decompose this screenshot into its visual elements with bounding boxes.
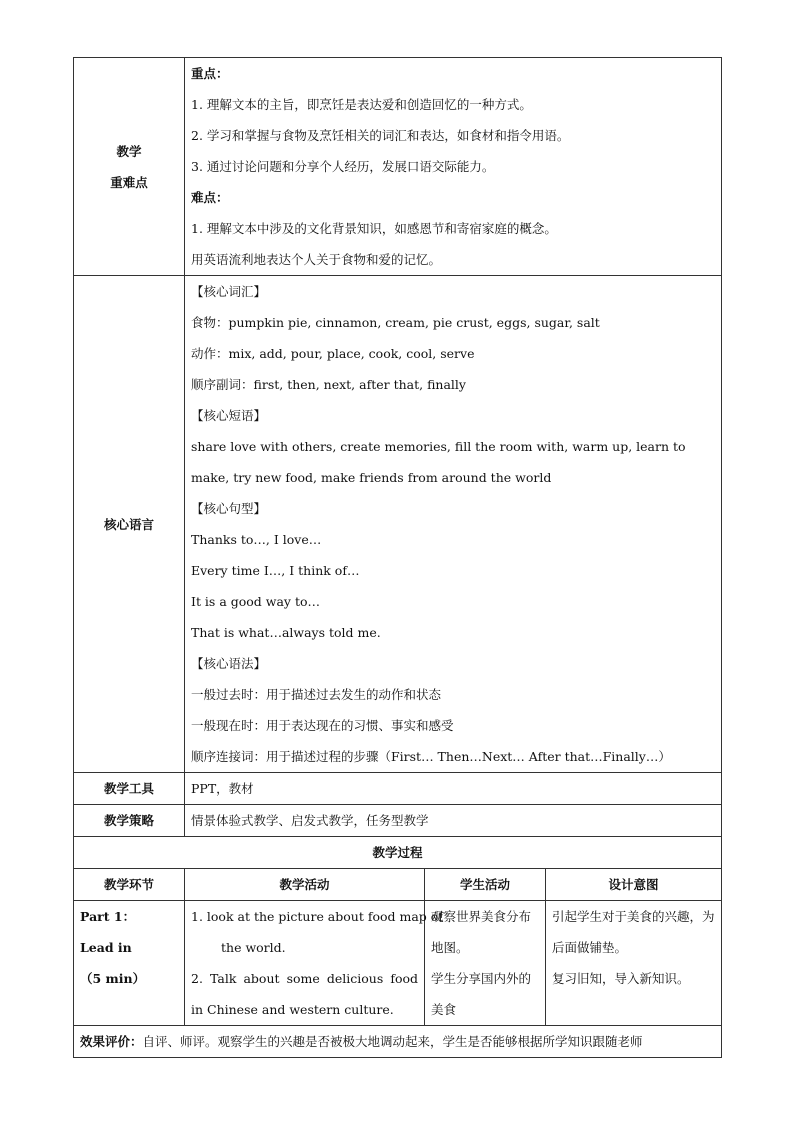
phrase-list: share love with others, create memories, fill the room with, warm up, learn to make, try new food, make friends from around the world [191,439,686,485]
core-language-content [185,276,722,773]
part1-row [74,901,722,1026]
part1-student-activity: 观察世界美食分布地图。 学生分享国内外的美食 [425,901,546,1026]
grammar-heading: 【核心语法】 [191,656,267,671]
grammar-item: 一般过去时：用于描述过去发生的动作和状态 [191,687,442,702]
strategy-label: 教学策略 [74,805,185,837]
evaluation-cell [74,1026,722,1058]
vocab-heading: 【核心词汇】 [191,284,267,299]
grammar-item: 顺序连接词：用于描述过程的步骤（First… Then…Next… After that…Finally…） [191,749,671,764]
vocab-item: 顺序副词：first, then, next, after that, finally [191,377,466,392]
lesson-plan-table [73,57,722,1058]
difficult-point-item: 1. 理解文本中涉及的文化背景知识，如感恩节和寄宿家庭的概念。 [191,221,557,236]
focus-label: 教学 重难点 [74,58,185,276]
pattern-item: That is what…always told me. [191,625,381,640]
phrase-heading: 【核心短语】 [191,408,267,423]
focus-content [185,58,722,276]
evaluation-row [74,1026,722,1058]
part1-stage: Part 1： Lead in （5 min） [74,901,185,1026]
strategy-row [74,805,722,837]
process-title-row [74,837,722,869]
pattern-item: Every time I…, I think of… [191,563,360,578]
vocab-item: 动作：mix, add, pour, place, cook, cool, serve [191,346,475,361]
pattern-item: It is a good way to… [191,594,321,609]
process-title: 教学过程 [74,837,722,869]
evaluation-label: 效果评价： [80,1034,143,1049]
header-student-activity: 学生活动 [425,869,546,901]
key-point-item: 3. 通过讨论问题和分享个人经历，发展口语交际能力。 [191,159,495,174]
process-header-row [74,869,722,901]
tools-value: PPT，教材 [185,773,722,805]
evaluation-text: 自评、师评。观察学生的兴趣是否被极大地调动起来，学生是否能够根据所学知识跟随老师 [142,1034,643,1049]
header-teacher-activity: 教学活动 [185,869,425,901]
key-point-item: 1. 理解文本的主旨，即烹饪是表达爱和创造回忆的一种方式。 [191,97,532,112]
part1-teacher-activity: 1. look at the picture about food map of the world. 2. Talk about some delicious food in Chinese and western culture. [185,901,425,1026]
header-stage: 教学环节 [74,869,185,901]
pattern-item: Thanks to…, I love… [191,532,322,547]
tools-row [74,773,722,805]
focus-row [74,58,722,276]
key-points-heading: 重点： [191,66,229,81]
part1-design-purpose: 引起学生对于美食的兴趣，为后面做铺垫。 复习旧知，导入新知识。 [546,901,722,1026]
tools-label: 教学工具 [74,773,185,805]
core-language-label: 核心语言 [74,276,185,773]
difficult-point-item: 用英语流利地表达个人关于食物和爱的记忆。 [191,252,442,267]
core-language-row [74,276,722,773]
key-point-item: 2. 学习和掌握与食物及烹饪相关的词汇和表达，如食材和指令用语。 [191,128,570,143]
difficult-points-heading: 难点： [191,190,229,205]
pattern-heading: 【核心句型】 [191,501,267,516]
strategy-value: 情景体验式教学、启发式教学，任务型教学 [185,805,722,837]
header-design-purpose: 设计意图 [546,869,722,901]
vocab-item: 食物：pumpkin pie, cinnamon, cream, pie crust, eggs, sugar, salt [191,315,600,330]
grammar-item: 一般现在时：用于表达现在的习惯、事实和感受 [191,718,454,733]
